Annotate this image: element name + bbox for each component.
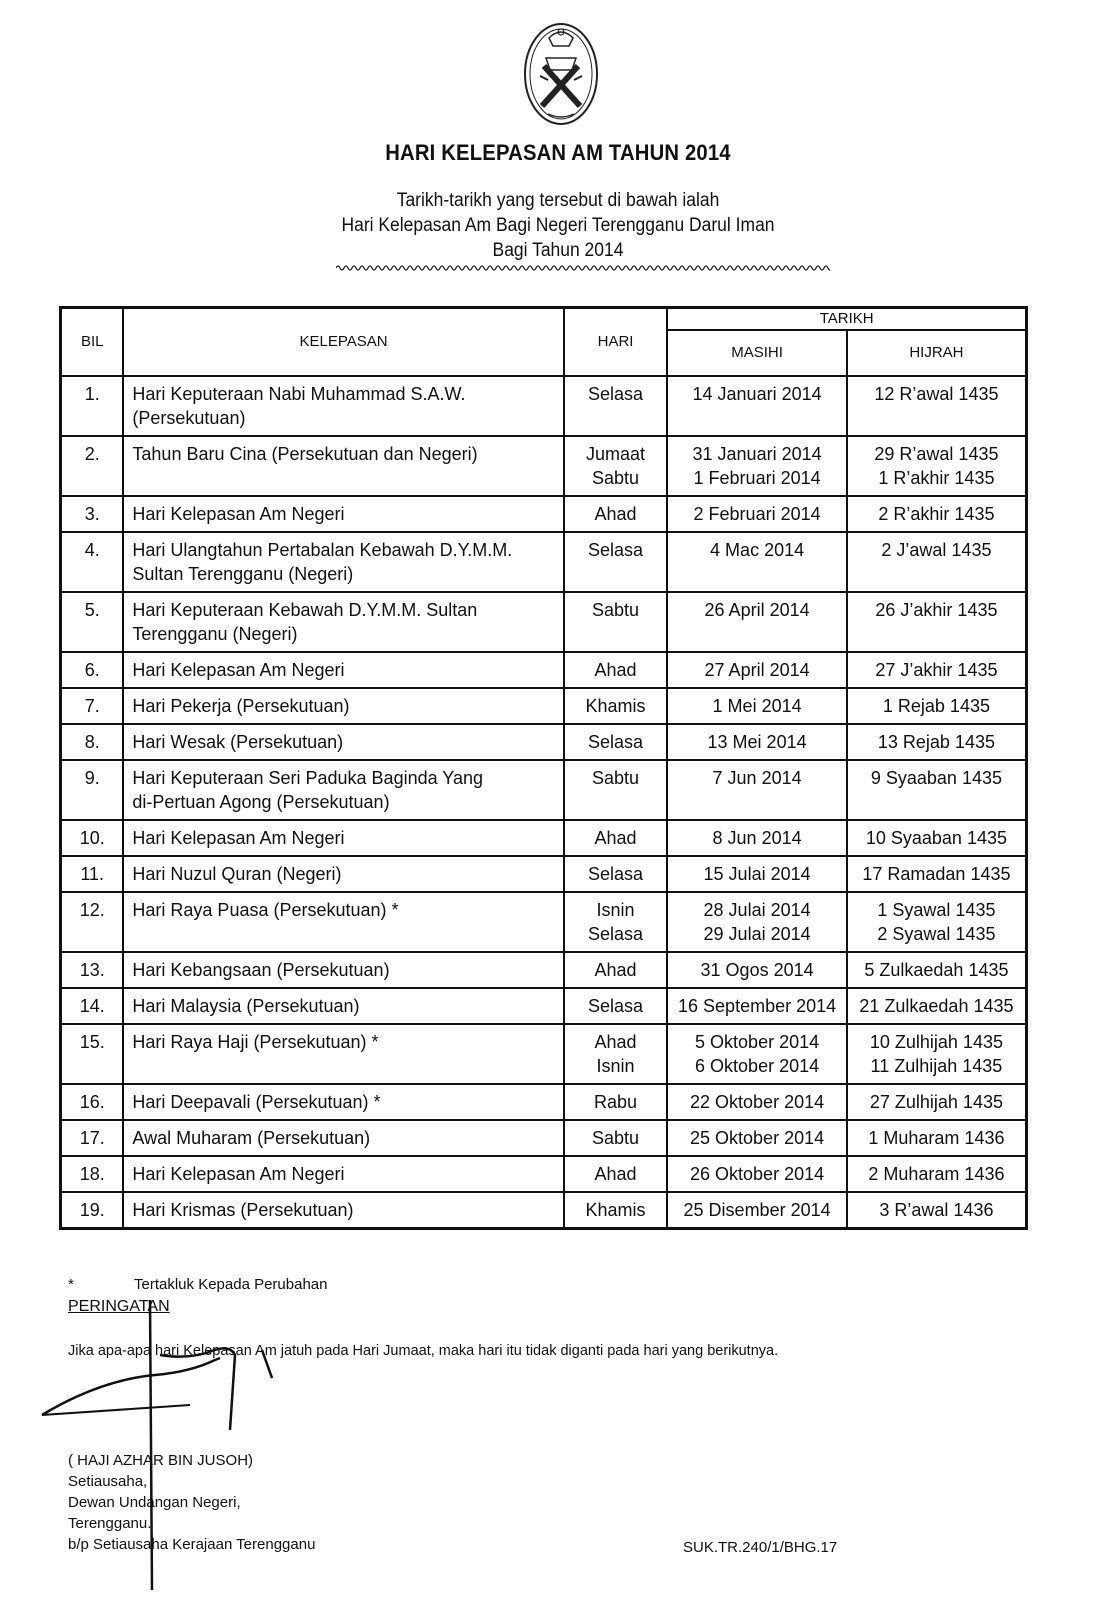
cell-hari-line: Selasa [588, 995, 644, 1016]
cell-bil: 18. [61, 1156, 124, 1192]
cell-masihi-line: 15 Julai 2014 [703, 863, 811, 884]
signatory-line: Setiausaha, [68, 1473, 148, 1490]
cell-bil: 17. [61, 1120, 124, 1156]
cell-hari-line: Rabu [594, 1091, 638, 1112]
subtitle-line: Hari Kelepasan Am Bagi Negeri Terengganu Darul Iman [341, 215, 775, 236]
peringatan-text: Jika apa-apa hari Kelepasan Am jatuh pada Hari Jumaat, maka hari itu tidak diganti pada hari yang berikutnya. [68, 1343, 779, 1359]
cell-kelepasan [123, 688, 563, 724]
cell-hari-line: Ahad [594, 827, 637, 848]
cell-hari-line: Sabtu [592, 599, 640, 620]
subtitle-line: Tarikh-tarikh yang tersebut di bawah ialah [396, 190, 720, 211]
cell-masihi-line: 25 Disember 2014 [683, 1199, 831, 1220]
cell-kelepasan-line: Hari Kelepasan Am Negeri [132, 827, 345, 848]
cell-hijrah-line: 2 J’awal 1435 [881, 539, 992, 560]
cell-hijrah [847, 1120, 1027, 1156]
cell-masihi [667, 1192, 847, 1229]
cell-kelepasan-line: Hari Nuzul Quran (Negeri) [132, 863, 342, 884]
cell-hari [564, 436, 668, 496]
document-title: HARI KELEPASAN AM TAHUN 2014 [385, 140, 731, 165]
table-row [61, 988, 1027, 1024]
cell-kelepasan-line: Hari Kebangsaan (Persekutuan) [132, 959, 390, 980]
cell-hijrah [847, 1192, 1027, 1229]
cell-masihi-line: 26 April 2014 [704, 599, 810, 620]
footnote [68, 1276, 327, 1293]
cell-bil: 19. [61, 1192, 124, 1229]
cell-bil: 6. [61, 652, 124, 688]
cell-hari [564, 1084, 668, 1120]
header-tarikh: TARIKH [667, 308, 1026, 330]
cell-hari [564, 652, 668, 688]
cell-hijrah-line: 1 Syawal 1435 [877, 899, 996, 920]
cell-hijrah-line: 27 Zulhijah 1435 [869, 1091, 1003, 1112]
cell-hari-line: Sabtu [592, 467, 640, 488]
cell-kelepasan-line: (Persekutuan) [132, 407, 246, 428]
cell-hijrah [847, 532, 1027, 592]
cell-hijrah-line: 1 Rejab 1435 [882, 695, 990, 716]
cell-hijrah-line: 13 Rejab 1435 [877, 731, 995, 752]
cell-hari-line: Jumaat [586, 443, 646, 464]
cell-hari-line: Khamis [585, 695, 646, 716]
cell-masihi-line: 16 September 2014 [678, 995, 837, 1016]
cell-masihi-line: 1 Februari 2014 [693, 467, 821, 488]
cell-kelepasan [123, 1024, 563, 1084]
footnote-star: * [68, 1276, 74, 1293]
cell-hari [564, 532, 668, 592]
cell-masihi-line: 6 Oktober 2014 [695, 1055, 820, 1076]
holiday-rows [61, 376, 1027, 1229]
cell-bil: 5. [61, 592, 124, 652]
cell-hari [564, 988, 668, 1024]
table-row [61, 760, 1027, 820]
peringatan-heading: PERINGATAN [68, 1298, 170, 1315]
cell-hijrah [847, 496, 1027, 532]
cell-masihi [667, 988, 847, 1024]
cell-hari [564, 592, 668, 652]
cell-hari-line: Ahad [594, 659, 637, 680]
table-row [61, 820, 1027, 856]
cell-hijrah-line: 1 R’akhir 1435 [878, 467, 995, 488]
cell-kelepasan [123, 1084, 563, 1120]
cell-masihi-line: 2 Februari 2014 [693, 503, 821, 524]
signatory-line: b/p Setiausaha Kerajaan Terengganu [68, 1536, 316, 1553]
table-row [61, 724, 1027, 760]
cell-hari [564, 856, 668, 892]
cell-kelepasan [123, 892, 563, 952]
cell-masihi-line: 13 Mei 2014 [707, 731, 807, 752]
tilde-text: ~~~~~~~~~~~~~~~~~~~~~~~~~~~~~~~~~~~~~~~~~~~~~~~~~~~~~~~~~~~~~~ [336, 263, 699, 273]
cell-kelepasan [123, 760, 563, 820]
cell-hari [564, 892, 668, 952]
cell-kelepasan [123, 436, 563, 496]
cell-hari-line: Sabtu [592, 767, 640, 788]
signatory-line: Dewan Undangan Negeri, [68, 1494, 241, 1511]
cell-hari-line: Isnin [596, 899, 635, 920]
cell-kelepasan-line: Hari Raya Puasa (Persekutuan) * [132, 899, 399, 920]
cell-masihi-line: 14 Januari 2014 [692, 383, 822, 404]
header-hari: HARI [564, 308, 668, 376]
reference-number: SUK.TR.240/1/BHG.17 [683, 1539, 838, 1556]
cell-kelepasan-line: di-Pertuan Agong (Persekutuan) [132, 791, 390, 812]
cell-kelepasan-line: Terengganu (Negeri) [132, 623, 298, 644]
cell-hijrah-line: 10 Zulhijah 1435 [869, 1031, 1003, 1052]
cell-hijrah [847, 1156, 1027, 1192]
cell-kelepasan-line: Hari Keputeraan Nabi Muhammad S.A.W. [132, 383, 466, 404]
cell-hijrah-line: 12 R’awal 1435 [874, 383, 999, 404]
cell-kelepasan [123, 952, 563, 988]
cell-hijrah [847, 592, 1027, 652]
subtitle-line: Bagi Tahun 2014 [492, 240, 624, 261]
cell-kelepasan-line: Hari Ulangtahun Pertabalan Kebawah D.Y.M.M. [132, 539, 513, 560]
cell-bil: 7. [61, 688, 124, 724]
cell-kelepasan [123, 376, 563, 436]
cell-bil: 14. [61, 988, 124, 1024]
cell-bil: 2. [61, 436, 124, 496]
cell-masihi [667, 532, 847, 592]
cell-masihi [667, 436, 847, 496]
cell-masihi-line: 31 Januari 2014 [692, 443, 822, 464]
table-row [61, 952, 1027, 988]
cell-hijrah-line: 21 Zulkaedah 1435 [859, 995, 1014, 1016]
cell-masihi [667, 952, 847, 988]
cell-hari [564, 952, 668, 988]
cell-hijrah-line: 2 Muharam 1436 [868, 1163, 1005, 1184]
table-row [61, 856, 1027, 892]
table-row [61, 592, 1027, 652]
cell-kelepasan [123, 592, 563, 652]
cell-hari-line: Selasa [588, 863, 644, 884]
decorative-tilde-rule [336, 263, 830, 273]
cell-hari-line: Selasa [588, 539, 644, 560]
cell-hari-line: Isnin [596, 1055, 635, 1076]
cell-hijrah [847, 652, 1027, 688]
table-row [61, 892, 1027, 952]
document-subtitle [45, 188, 1072, 263]
cell-hari-line: Ahad [594, 959, 637, 980]
cell-hari [564, 760, 668, 820]
cell-hari [564, 820, 668, 856]
cell-hijrah-line: 9 Syaaban 1435 [870, 767, 1002, 788]
cell-hijrah-line: 1 Muharam 1436 [868, 1127, 1005, 1148]
cell-hijrah-line: 2 R’akhir 1435 [878, 503, 995, 524]
cell-masihi-line: 25 Oktober 2014 [690, 1127, 825, 1148]
handwritten-signature [40, 1300, 300, 1595]
cell-bil: 1. [61, 376, 124, 436]
cell-hari-line: Ahad [594, 1031, 637, 1052]
cell-hijrah [847, 892, 1027, 952]
cell-kelepasan-line: Hari Keputeraan Kebawah D.Y.M.M. Sultan [132, 599, 478, 620]
cell-hijrah [847, 988, 1027, 1024]
cell-masihi-line: 31 Ogos 2014 [700, 959, 814, 980]
cell-bil: 13. [61, 952, 124, 988]
cell-hari [564, 1024, 668, 1084]
cell-kelepasan-line: Hari Deepavali (Persekutuan) * [132, 1091, 381, 1112]
cell-masihi [667, 820, 847, 856]
cell-masihi [667, 592, 847, 652]
cell-hijrah-line: 5 Zulkaedah 1435 [864, 959, 1009, 980]
footnote-text: Tertakluk Kepada Perubahan [134, 1276, 328, 1293]
cell-masihi-line: 1 Mei 2014 [712, 695, 802, 716]
cell-hijrah-line: 17 Ramadan 1435 [862, 863, 1011, 884]
table-row [61, 1024, 1027, 1084]
cell-hijrah [847, 1024, 1027, 1084]
cell-masihi [667, 652, 847, 688]
cell-hari-line: Khamis [585, 1199, 646, 1220]
cell-hijrah-line: 11 Zulhijah 1435 [870, 1055, 1003, 1076]
cell-masihi [667, 1084, 847, 1120]
cell-hijrah-line: 27 J’akhir 1435 [875, 659, 998, 680]
cell-bil: 4. [61, 532, 124, 592]
table-row [61, 1156, 1027, 1192]
cell-kelepasan-line: Hari Raya Haji (Persekutuan) * [132, 1031, 379, 1052]
cell-hijrah [847, 436, 1027, 496]
table-row [61, 688, 1027, 724]
cell-kelepasan-line: Sultan Terengganu (Negeri) [132, 563, 354, 584]
cell-kelepasan-line: Hari Krismas (Persekutuan) [132, 1199, 354, 1220]
table-row [61, 1084, 1027, 1120]
cell-kelepasan [123, 1192, 563, 1229]
cell-kelepasan [123, 496, 563, 532]
cell-hijrah-line: 29 R’awal 1435 [874, 443, 999, 464]
cell-bil: 11. [61, 856, 124, 892]
cell-hijrah [847, 820, 1027, 856]
cell-kelepasan [123, 652, 563, 688]
cell-bil: 12. [61, 892, 124, 952]
cell-hijrah [847, 376, 1027, 436]
state-crest-logo [522, 18, 600, 126]
cell-hari [564, 496, 668, 532]
cell-hijrah [847, 856, 1027, 892]
cell-hijrah [847, 1084, 1027, 1120]
table-row [61, 532, 1027, 592]
cell-hijrah-line: 26 J’akhir 1435 [875, 599, 998, 620]
cell-bil: 8. [61, 724, 124, 760]
cell-masihi-line: 7 Jun 2014 [712, 767, 802, 788]
cell-kelepasan-line: Hari Pekerja (Persekutuan) [132, 695, 350, 716]
cell-masihi [667, 760, 847, 820]
cell-kelepasan-line: Tahun Baru Cina (Persekutuan dan Negeri) [132, 443, 478, 464]
cell-hari [564, 1192, 668, 1229]
cell-hari [564, 1120, 668, 1156]
cell-hari [564, 1156, 668, 1192]
cell-hari-line: Ahad [594, 503, 637, 524]
cell-kelepasan-line: Hari Keputeraan Seri Paduka Baginda Yang [132, 767, 483, 788]
header-bil: BIL [61, 308, 124, 376]
holiday-table [59, 306, 1028, 1230]
cell-kelepasan-line: Hari Kelepasan Am Negeri [132, 1163, 345, 1184]
cell-kelepasan [123, 988, 563, 1024]
cell-masihi-line: 8 Jun 2014 [712, 827, 802, 848]
cell-kelepasan [123, 1120, 563, 1156]
cell-bil: 9. [61, 760, 124, 820]
cell-hijrah [847, 760, 1027, 820]
cell-masihi [667, 1024, 847, 1084]
cell-kelepasan-line: Awal Muharam (Persekutuan) [132, 1127, 371, 1148]
cell-hari [564, 376, 668, 436]
cell-hari [564, 724, 668, 760]
cell-masihi [667, 1120, 847, 1156]
cell-bil: 3. [61, 496, 124, 532]
cell-hari-line: Selasa [588, 731, 644, 752]
table-row [61, 496, 1027, 532]
table-row [61, 376, 1027, 436]
cell-hijrah [847, 724, 1027, 760]
cell-masihi-line: 27 April 2014 [704, 659, 810, 680]
cell-kelepasan-line: Hari Kelepasan Am Negeri [132, 503, 345, 524]
cell-hijrah-line: 3 R’awal 1436 [879, 1199, 994, 1220]
cell-masihi [667, 688, 847, 724]
cell-kelepasan [123, 856, 563, 892]
signatory-name: ( HAJI AZHAR BIN JUSOH) [68, 1452, 254, 1469]
cell-hijrah-line: 10 Syaaban 1435 [865, 827, 1007, 848]
header-kelepasan: KELEPASAN [123, 308, 563, 376]
cell-hari [564, 688, 668, 724]
cell-masihi [667, 892, 847, 952]
cell-masihi-line: 22 Oktober 2014 [690, 1091, 825, 1112]
cell-masihi [667, 724, 847, 760]
cell-kelepasan [123, 532, 563, 592]
cell-masihi [667, 1156, 847, 1192]
header-masihi: MASIHI [667, 330, 847, 376]
cell-hijrah-line: 2 Syawal 1435 [877, 923, 996, 944]
cell-kelepasan [123, 1156, 563, 1192]
cell-masihi-line: 29 Julai 2014 [703, 923, 811, 944]
cell-bil: 16. [61, 1084, 124, 1120]
cell-hijrah [847, 688, 1027, 724]
cell-kelepasan-line: Hari Wesak (Persekutuan) [132, 731, 344, 752]
cell-masihi [667, 496, 847, 532]
cell-hari-line: Selasa [588, 383, 644, 404]
cell-masihi-line: 5 Oktober 2014 [695, 1031, 820, 1052]
cell-kelepasan [123, 724, 563, 760]
cell-masihi-line: 28 Julai 2014 [703, 899, 811, 920]
cell-masihi-line: 4 Mac 2014 [710, 539, 805, 560]
cell-hari-line: Ahad [594, 1163, 637, 1184]
table-row [61, 1192, 1027, 1229]
cell-kelepasan-line: Hari Kelepasan Am Negeri [132, 659, 345, 680]
cell-masihi-line: 26 Oktober 2014 [690, 1163, 825, 1184]
table-row [61, 652, 1027, 688]
cell-hijrah [847, 952, 1027, 988]
table-row [61, 436, 1027, 496]
cell-masihi [667, 856, 847, 892]
cell-bil: 15. [61, 1024, 124, 1084]
cell-masihi [667, 376, 847, 436]
header-hijrah: HIJRAH [847, 330, 1027, 376]
cell-bil: 10. [61, 820, 124, 856]
cell-hari-line: Sabtu [592, 1127, 640, 1148]
signatory-line: Terengganu. [68, 1515, 152, 1532]
table-row [61, 1120, 1027, 1156]
cell-hari-line: Selasa [588, 923, 644, 944]
cell-kelepasan [123, 820, 563, 856]
cell-kelepasan-line: Hari Malaysia (Persekutuan) [132, 995, 360, 1016]
